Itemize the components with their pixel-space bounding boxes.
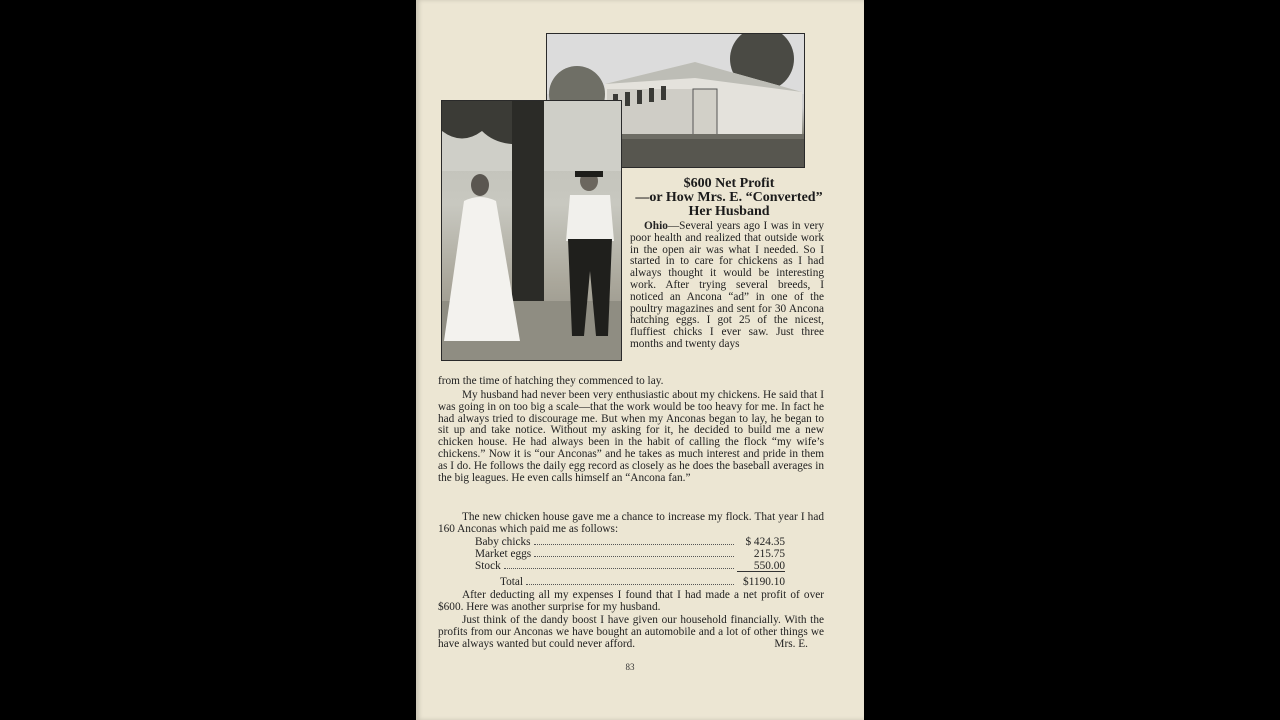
paragraph-new-house: The new chicken house gave me a chance to increase my flock. That year I had 160 Anconas which paid me as follows: <box>438 511 824 535</box>
total-amount: $1190.10 <box>743 576 785 588</box>
ledger-label: Stock <box>475 559 501 572</box>
ledger-total <box>475 577 785 589</box>
ledger-amount: $ 424.35 <box>745 536 785 548</box>
couple-photo <box>441 100 622 361</box>
total-rule <box>737 571 785 572</box>
leader-dots <box>504 568 734 569</box>
article-title-line1: $600 Net Profit <box>683 176 775 191</box>
leader-dots <box>534 544 734 545</box>
article-title-line3: Her Husband <box>688 204 770 219</box>
total-label: Total <box>500 576 524 588</box>
paragraph-profit: After deducting all my expenses I found that I had made a net profit of over $600. Here was another surprise for my husband. <box>438 589 824 613</box>
page-number: 83 <box>625 662 635 672</box>
leader-dots <box>534 556 734 557</box>
book-page <box>416 0 864 720</box>
intro-paragraph <box>630 221 824 351</box>
earnings-ledger <box>475 537 785 572</box>
closing-text: Just think of the dandy boost I have given our household financially. With the profits from our Anconas we have bought an automobile and a lot of other things we have always wanted but could never afford. <box>438 614 824 650</box>
intro-text: —Several years ago I was in very poor health and realized that outside work in the open air was what I needed. So I started in to care for chickens as I had always thought it would be interesting work. After trying several breeds, I noticed an Ancona “ad” in one of the poultry magazines and sent for 30 Ancona hatching eggs. I got 25 of the nicest, fluffiest chicks I ever saw. Just three months and twenty days <box>630 220 824 350</box>
ledger-total-row <box>475 577 785 589</box>
ledger-label: Market eggs <box>475 547 532 560</box>
signature: Mrs. E. <box>774 637 808 650</box>
ledger-amount: 215.75 <box>753 547 785 560</box>
ledger-row <box>475 549 785 561</box>
ledger-label: Baby chicks <box>475 536 531 548</box>
paragraph-closing <box>438 615 824 650</box>
article-title-line2: —or How Mrs. E. “Converted” <box>635 190 823 205</box>
intro-continued: from the time of hatching they commenced to lay. <box>438 375 664 387</box>
paragraph-husband: My husband had never been very enthusiastic about my chickens. He said that I was going in on too big a scale—that the work would be too heavy for me. In fact he had always tried to discourage me. But when my Anconas began to lay, he began to sit up and take notice. Without my asking for it, he decided to build me a new chicken house. He had always been in the habit of calling the flock “my wife’s chickens.” Now it is “our Anconas” and he takes as much interest and pride in them as I do. He follows the daily egg record as closely as he does the baseball averages in the big leagues. He even calls himself an “Ancona fan.” <box>438 389 824 484</box>
intro-location: Ohio <box>644 220 668 232</box>
leader-dots <box>526 584 734 585</box>
ledger-amount: 550.00 <box>753 559 785 572</box>
